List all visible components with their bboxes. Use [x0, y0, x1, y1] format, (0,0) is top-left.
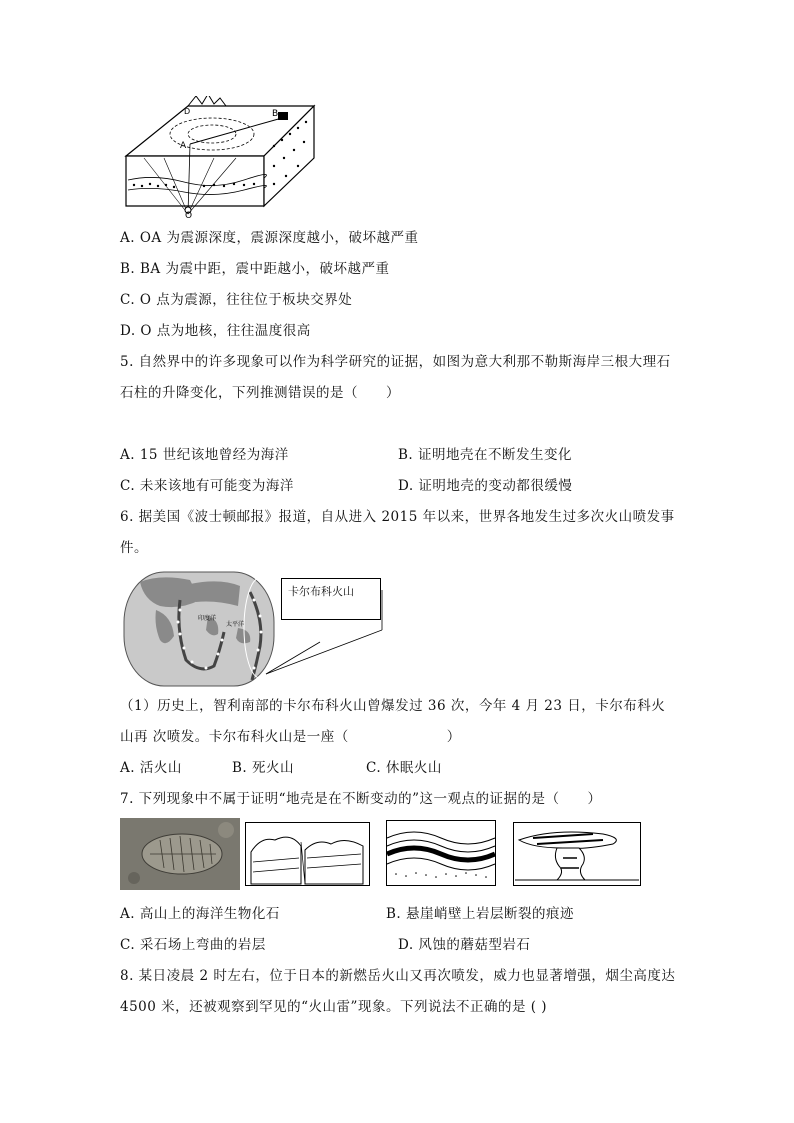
q7-stem: 7. 下列现象中不属于证明“地壳是在不断变动的”这一观点的证据的是（ ）	[120, 791, 602, 807]
q6-sub1-line2: 山再 次喷发。卡尔布科火山是一座（ ）	[120, 729, 461, 745]
label-a: A	[180, 141, 187, 151]
volcano-callout-label: 卡尔布科火山	[281, 578, 381, 620]
q5-option-a: A. 15 世纪该地曾经为海洋	[120, 447, 289, 463]
label-pacific-ocean: 太平洋	[226, 621, 245, 628]
q4-option-c: C. O 点为震源，往往位于板块交界处	[120, 292, 353, 308]
label-d: D	[184, 107, 191, 116]
q5-option-b: B. 证明地壳在不断发生变化	[398, 447, 573, 463]
q7-option-c: C. 采石场上弯曲的岩层	[120, 937, 266, 953]
q5-stem-line1: 5. 自然界中的许多现象可以作为科学研究的证据，如图为意大利那不勒斯海岸三根大理石	[120, 354, 671, 370]
q6-sub1-line1: （1）历史上，智利南部的卡尔布科火山曾爆发过 36 次，今年 4 月 23 日，卡尔布科火	[120, 698, 666, 714]
q8-stem-line2: 4500 米，还被观察到罕见的“火山雷”现象。下列说法不正确的是 ( )	[120, 999, 548, 1015]
fossil-photo	[120, 818, 240, 890]
q7-option-a: A. 高山上的海洋生物化石	[120, 906, 280, 922]
q8-stem-line1: 8. 某日凌晨 2 时左右，位于日本的新燃岳火山又再次喷发，威力也显著增强，烟尘高度达	[120, 968, 676, 984]
earthquake-block-diagram	[124, 96, 324, 218]
q4-option-a: A. OA 为震源深度，震源深度越小，破坏越严重	[120, 230, 419, 246]
q5-option-c: C. 未来该地有可能变为海洋	[120, 478, 294, 494]
label-o: O	[185, 211, 193, 218]
q6-option-b: B. 死火山	[232, 760, 295, 776]
q7-option-d: D. 风蚀的蘑菇型岩石	[398, 937, 531, 953]
folded-rock-strata-drawing	[386, 820, 496, 886]
label-indian-ocean: 印度洋	[198, 615, 217, 622]
q4-option-d: D. O 点为地核，往往温度很高	[120, 323, 311, 339]
q7-option-b: B. 悬崖峭壁上岩层断裂的痕迹	[386, 906, 575, 922]
q5-option-d: D. 证明地壳的变动都很缓慢	[398, 478, 573, 494]
q6-stem-line2: 件。	[120, 540, 148, 556]
q5-stem-line2: 石柱的升降变化，下列推测错误的是（ ）	[120, 385, 400, 401]
q6-option-c: C. 休眠火山	[366, 760, 442, 776]
cliff-fault-drawing	[245, 822, 370, 886]
q6-stem-line1: 6. 据美国《波士顿邮报》报道，自从进入 2015 年以来，世界各地发生过多次火山喷发事	[120, 509, 675, 525]
mushroom-rock-drawing	[513, 822, 641, 886]
label-b: B	[272, 109, 279, 119]
q6-option-a: A. 活火山	[120, 760, 182, 776]
q4-option-b: B. BA 为震中距，震中距越小，破坏越严重	[120, 261, 390, 277]
